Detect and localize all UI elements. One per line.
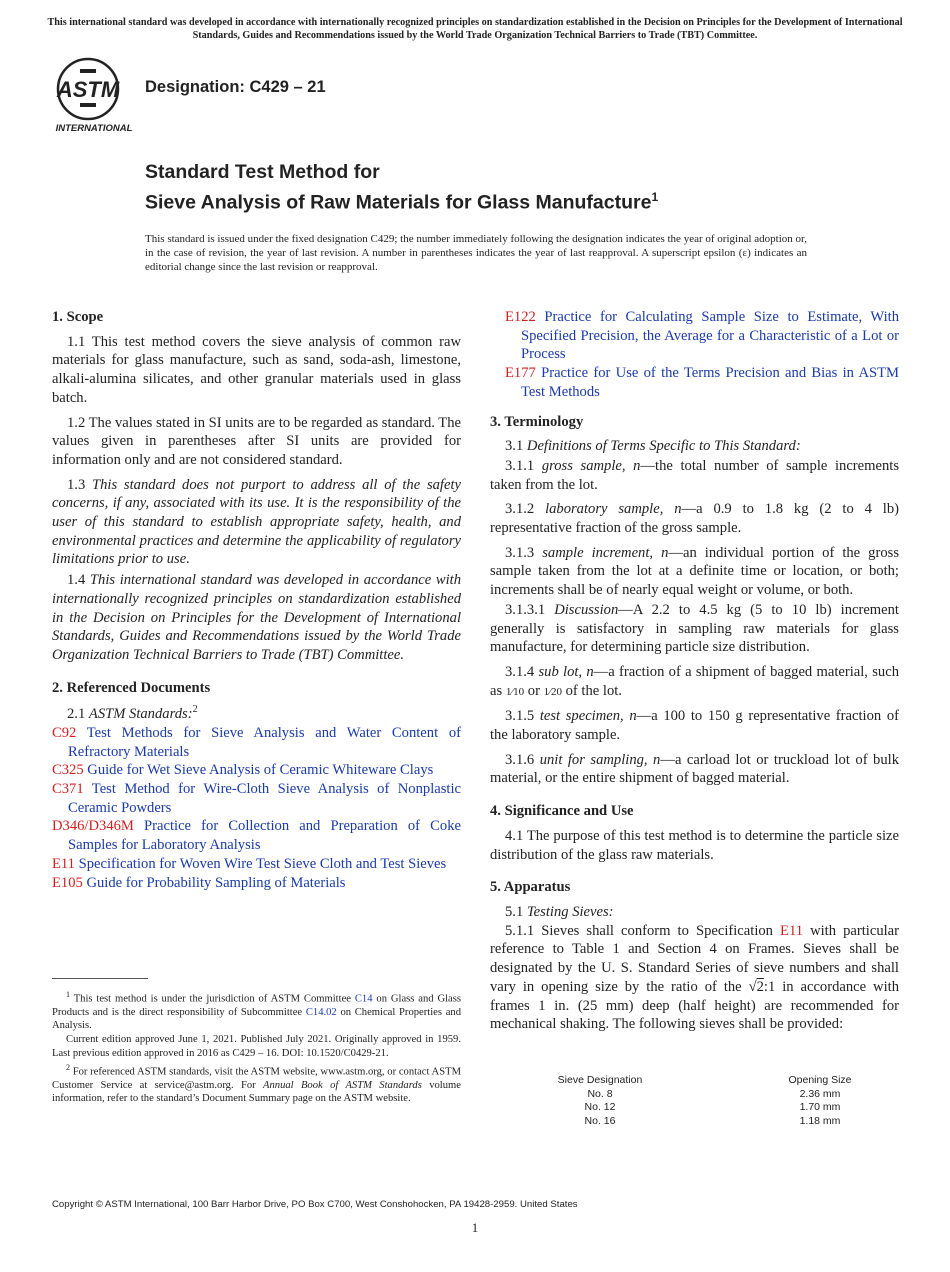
refdocs-intro-num: 2.1 — [67, 706, 86, 723]
term-3-1-3 — [490, 544, 899, 600]
ref-code[interactable]: E11 — [52, 855, 75, 872]
scope-1-4-text: This international standard was developed in accordance with internationally recognized principles on standardization established in the Decision on Principles for the Development of International Standards, Guides and Recommendations issued by the World Trade Organization Technical Barriers to Trade (TBT) Committee. — [52, 572, 462, 663]
term-3-1-3-num: 3.1.3 — [505, 544, 535, 561]
header-sieve-designation: Sieve Designation — [557, 1074, 643, 1086]
ref-title[interactable]: Practice for Use of the Terms Precision and Bias in ASTM Test Methods — [521, 365, 899, 400]
terminology-heading: 3. Terminology — [490, 413, 584, 430]
ref-title[interactable]: Practice for Calculating Sample Size to Estimate, With Specified Precision, the Average for a Characteristic of a Lot or Process — [521, 309, 899, 363]
scope-1-3-text: This standard does not purport to address all of the safety concerns, if any, associated with its use. It is the responsibility of the user of this standard to establish appropriate safety, health, and environmental practices and determine the applicability of regulatory limitations prior to use. — [52, 476, 461, 568]
significance-heading: 4. Significance and Use — [490, 803, 634, 820]
ref-item-c325[interactable] — [52, 761, 461, 780]
term-3-1-3-1-term: Discussion — [554, 601, 619, 618]
term-3-1-num: 3.1 — [505, 438, 524, 455]
top-note: This international standard was developed in accordance with internationally recognized principles on standardization established in the Decision on Principles for the Development of International Standards, Guides and Recommendations issued by the World Trade Organization Technical Barriers to Trade (TBT) Committee. — [47, 17, 903, 41]
fraction-tenth: 1⁄10 — [505, 685, 525, 698]
apparatus-5-1-text: Testing Sieves: — [526, 903, 614, 920]
ref-code[interactable]: C92 — [52, 724, 77, 741]
ref-item-e11[interactable] — [52, 855, 461, 874]
refdocs-footnote-mark: 2 — [192, 704, 198, 716]
ref-title[interactable]: Guide for Wet Sieve Analysis of Ceramic Whiteware Clays — [87, 762, 434, 779]
term-3-1-6-def: —a carload lot or truckload lot of bulk material, or the entire shipment of bagged material. — [490, 751, 899, 787]
term-3-1-5 — [490, 707, 899, 744]
sqrt-radicand: 2 — [756, 978, 764, 995]
scope-1-4 — [52, 571, 461, 665]
title-footnote-mark: 1 — [651, 190, 659, 204]
sieve-cell: No. 8 — [587, 1087, 613, 1100]
scope-1-2: 1.2 The values stated in SI units are to be regarded as standard. The values given in parentheses after SI units are provided for information only and are not considered standard. — [52, 414, 461, 468]
term-3-1-4-def-a: —a fraction of a shipment of bagged material, such as — [490, 663, 899, 699]
term-3-1-3-term: sample increment, n — [542, 544, 669, 561]
ref-code[interactable]: C325 — [52, 762, 84, 779]
refdocs-intro — [52, 701, 461, 724]
opening-cell: 1.70 mm — [799, 1101, 841, 1113]
term-3-1-4-def-b: of the lot. — [561, 682, 622, 699]
ref-item-c92[interactable] — [52, 724, 461, 761]
refdocs-intro-text: ASTM Standards: — [88, 706, 193, 723]
scope-1-4-num: 1.4 — [67, 572, 86, 589]
term-3-1-4-num: 3.1.4 — [505, 663, 535, 680]
ref-title[interactable]: Specification for Woven Wire Test Sieve Cloth and Test Sieves — [78, 855, 447, 872]
link-e11[interactable]: E11 — [780, 922, 804, 939]
significance-4-1: 4.1 The purpose of this test method is to determine the particle size distribution of the glass raw materials. — [490, 827, 899, 863]
term-3-1-3-1 — [490, 601, 899, 657]
fn1-link-c14-02[interactable]: C14.02 — [305, 1006, 337, 1018]
title-line-1: Standard Test Method for — [145, 161, 380, 183]
footnote-1: $^1$ This test method is under the jurisdiction of ASTM Committee C14 on Glass and Glass Products and is the direct responsibility of Subcommittee C14.02 on Chemical Properties and Analysis. — [52, 990, 461, 1032]
apparatus-5-1-1-a: 5.1.1 Sieves shall conform to Specification — [505, 922, 781, 939]
term-3-1-6-num: 3.1.6 — [505, 751, 535, 768]
term-3-1-2-def: —a 0.9 to 1.8 kg (2 to 4 lb) representative fraction of the gross sample. — [490, 501, 899, 537]
svg-text:ASTM: ASTM — [56, 77, 120, 102]
term-3-1-4-term: sub lot, n — [538, 663, 594, 680]
fn2-text-b: volume information, refer to the standard’s Document Summary page on the ASTM website. — [52, 1079, 461, 1105]
term-3-1-5-term: test specimen, n — [539, 708, 637, 725]
table-row — [520, 1088, 900, 1102]
refdocs-heading: 2. Referenced Documents — [52, 679, 211, 696]
fn2-italic: Annual Book of ASTM Standards — [263, 1079, 422, 1091]
header-opening-size: Opening Size — [788, 1074, 852, 1086]
scope-heading: 1. Scope — [52, 309, 104, 325]
term-3-1-3-def: —an individual portion of the gross sample taken from the lot at a definite time or location, or both; increments shall be of nearly equal weight or volume, or both. — [490, 544, 899, 599]
fn1-text-a: This test method is under the jurisdiction of ASTM Committee — [73, 993, 355, 1005]
footnote-divider — [52, 978, 148, 979]
right-column — [490, 308, 899, 1034]
ref-item-e177[interactable] — [505, 364, 899, 401]
footnote-2: $^2$ For referenced ASTM standards, visit the ASTM website, www.astm.org, or contact ASTM Customer Service at service@astm.org. For Annual Book of ASTM Standards volume information, refer to the standard’s Document Summary page on the ASTM website. — [52, 1063, 461, 1105]
title-line-2: Sieve Analysis of Raw Materials for Glass Manufacture — [145, 191, 652, 214]
astm-logo — [52, 55, 136, 135]
term-3-1-5-num: 3.1.5 — [505, 708, 535, 725]
opening-cell: 1.18 mm — [799, 1114, 841, 1127]
table-row — [520, 1101, 900, 1115]
page-number: 1 — [471, 1220, 479, 1235]
apparatus-5-1-1-c: in accordance with frames 1 in. (25 mm) deep (half height) are recommended for mechanical shaking. The following sieves shall be provided: — [490, 978, 899, 1033]
left-column — [52, 308, 461, 892]
designation: Designation: C429 – 21 — [145, 78, 326, 96]
term-3-1-5-def: —a 100 to 150 g representative fraction of the laboratory sample. — [490, 708, 899, 744]
scope-1-3 — [52, 476, 461, 570]
term-3-1-2 — [490, 500, 899, 537]
sieve-cell: No. 12 — [584, 1101, 616, 1113]
ref-code[interactable]: E105 — [52, 874, 83, 891]
term-3-1-1-term: gross sample, n — [541, 457, 641, 474]
ref-title[interactable]: Practice for Collection and Preparation of Coke Samples for Laboratory Analysis — [68, 818, 461, 854]
ref-code[interactable]: E177 — [505, 365, 536, 382]
sqrt-symbol: √2 — [748, 978, 764, 995]
ratio: :1 — [763, 978, 776, 995]
apparatus-5-1 — [490, 903, 899, 922]
fn1-text-b: on Glass and Glass Products and is the direct responsibility of Subcommittee — [52, 993, 461, 1018]
term-3-1-text: Definitions of Terms Specific to This Standard: — [526, 438, 801, 455]
apparatus-5-1-1-b: with particular reference to Table 1 and Section 4 on Frames. Sieves shall be designated by the U. S. Standard Series of sieve numbers and shall vary in opening size by the ratio of the — [490, 922, 900, 995]
ref-item-d346-d346m[interactable] — [52, 817, 461, 854]
opening-cell: 2.36 mm — [799, 1087, 841, 1100]
fn1-link-c14[interactable]: C14 — [354, 993, 373, 1005]
scope-1-3-num: 1.3 — [67, 476, 86, 493]
fn1-text-c: on Chemical Properties and Analysis. — [52, 1006, 461, 1032]
page-title — [145, 160, 865, 216]
table-row — [520, 1115, 900, 1129]
sieve-cell: No. 16 — [584, 1114, 616, 1127]
term-3-1-4 — [490, 663, 899, 701]
apparatus-heading: 5. Apparatus — [490, 879, 571, 896]
issued-note: This standard is issued under the fixed designation C429; the number immediately following the designation indicates the year of original adoption or, in the case of revision, the year of last revision. A number in parentheses indicates the year of last reapproval. A superscript epsilon (ε) indicates an editorial change since the last revision or reapproval. — [145, 233, 807, 273]
term-3-1-3-1-num: 3.1.3.1 — [505, 601, 546, 618]
copyright: Copyright © ASTM International, 100 Barr Harbor Drive, PO Box C700, West Conshohocken, PA 19428-2959. United States — [52, 1199, 578, 1210]
ref-title[interactable]: Guide for Probability Sampling of Materials — [86, 874, 346, 891]
ref-code[interactable]: D346/D346M — [52, 818, 134, 835]
ref-title[interactable]: Test Method for Wire-Cloth Sieve Analysis of Nonplastic Ceramic Powders — [68, 781, 461, 816]
ref-title[interactable]: Test Methods for Sieve Analysis and Water Content of Refractory Materials — [68, 724, 462, 760]
sieve-table — [520, 1074, 900, 1128]
ref-item-e105[interactable] — [52, 874, 461, 893]
term-3-1-6-term: unit for sampling, n — [539, 751, 661, 768]
footnote-1-edition: Current edition approved June 1, 2021. Published July 2021. Originally approved in 1959. Last previous edition approved in 2016 as C429 – 16. DOI: 10.1520/C0429-21. — [52, 1034, 461, 1059]
term-3-1-1-num: 3.1.1 — [505, 457, 535, 474]
footnotes — [52, 988, 461, 1106]
term-3-1-2-term: laboratory sample, n — [545, 501, 682, 518]
ref-code[interactable]: E122 — [505, 309, 536, 325]
term-3-1-1 — [490, 457, 899, 494]
term-3-1-2-num: 3.1.2 — [505, 501, 535, 518]
svg-text:INTERNATIONAL: INTERNATIONAL — [55, 123, 133, 134]
sieve-table-header — [520, 1074, 900, 1088]
fn2-text-a: For referenced ASTM standards, visit the ASTM website, www.astm.org, or contact ASTM Customer Service at service@astm.org. For — [52, 1066, 461, 1091]
ref-item-c371[interactable] — [52, 780, 461, 817]
apparatus-5-1-num: 5.1 — [505, 903, 524, 920]
term-3-1-3-1-def: —A 2.2 to 4.5 kg (5 to 10 lb) increment generally is satisfactory in sampling raw materials for glass manufacture, for determining particle size distribution. — [490, 601, 899, 656]
fraction-twentieth: 1⁄20 — [543, 685, 562, 698]
term-3-1-1-def: —the total number of sample increments taken from the lot. — [490, 457, 899, 493]
apparatus-5-1-1 — [490, 922, 899, 1034]
term-3-1-6 — [490, 751, 899, 788]
scope-1-1: 1.1 This test method covers the sieve analysis of common raw materials for glass manufacture, such as sand, soda-ash, limestone, alkali-alumina silicates, and other granular materials used in glass batch. — [52, 333, 461, 406]
ref-code[interactable]: C371 — [52, 781, 84, 798]
term-3-1-4-or: or — [524, 682, 544, 699]
term-3-1 — [490, 437, 899, 456]
ref-item-e122[interactable] — [505, 308, 899, 364]
